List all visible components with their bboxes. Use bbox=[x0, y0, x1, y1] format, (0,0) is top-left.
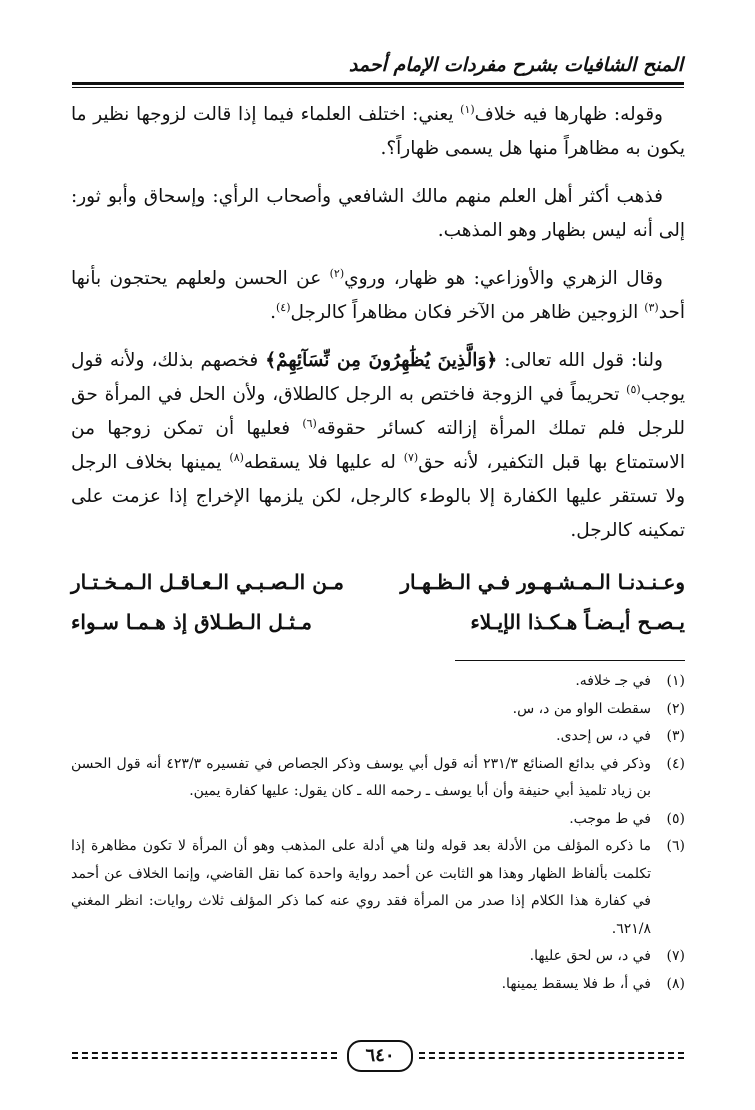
header-rule bbox=[72, 82, 684, 85]
footnote-ref-2: (٢) bbox=[329, 266, 345, 280]
footnote-text: في أ، ط فلا يسقط يمينها. bbox=[501, 975, 651, 992]
paragraph-3-text-d: . bbox=[270, 302, 276, 323]
paragraph-3-text-a: وقال الزهري والأوزاعي: هو ظهار، وروي bbox=[344, 268, 663, 289]
paragraph-4-text-e: له عليها فلا يسقطه bbox=[243, 452, 404, 473]
paragraph-1-text-a: وقوله: ظهارها فيه خلاف bbox=[474, 104, 663, 125]
footnote bbox=[71, 971, 685, 999]
footnote-ref-6: (٦) bbox=[302, 416, 317, 430]
footnote-text: في ط موجب. bbox=[569, 810, 651, 827]
verse-line-2-second-hemistich: مـثـل الـطـلاق إذ هـمـا سـواء bbox=[71, 610, 312, 634]
verse-line-1 bbox=[71, 562, 685, 602]
footnote-ref-3: (٣) bbox=[644, 300, 659, 314]
footnote bbox=[71, 943, 685, 971]
paragraph-3 bbox=[71, 262, 685, 330]
verse-line-2 bbox=[71, 602, 685, 642]
page-footer bbox=[72, 1040, 684, 1070]
page-number: ٦٤٠ bbox=[347, 1040, 413, 1072]
quran-verse: ﴿وَالَّذِينَ يُظَٰهِرُونَ مِن نِّسَآئِهِمْ﴾ bbox=[265, 350, 498, 371]
footer-ornament-right-2 bbox=[419, 1057, 684, 1059]
footnote-number: (٣) bbox=[666, 728, 685, 744]
paragraph-4 bbox=[71, 344, 685, 548]
footnote-text: سقطت الواو من د، س. bbox=[512, 700, 651, 717]
footer-ornament-left bbox=[72, 1052, 337, 1054]
footnote-number: (٦) bbox=[666, 838, 685, 854]
paragraph-4-text-a: ولنا: قول الله تعالى: bbox=[497, 350, 663, 371]
footnote bbox=[71, 751, 685, 806]
paragraph-1 bbox=[71, 98, 685, 166]
footnote-separator bbox=[455, 660, 685, 661]
main-text bbox=[71, 98, 685, 556]
poem-verses bbox=[71, 562, 685, 642]
footnotes bbox=[71, 668, 685, 998]
footnote-number: (٤) bbox=[666, 755, 685, 772]
footnote-number: (٨) bbox=[666, 975, 685, 992]
footnote bbox=[71, 723, 685, 751]
footnote bbox=[71, 696, 685, 724]
footnote bbox=[71, 833, 685, 943]
footnote-text: في د، س إحدى. bbox=[556, 728, 651, 744]
footer-ornament-left-2 bbox=[72, 1057, 337, 1059]
footnote-text: في جـ خلافه. bbox=[575, 673, 651, 689]
footnote-ref-4: (٤) bbox=[275, 300, 291, 314]
verse-line-1-second-hemistich: مـن الـصـبـي الـعـاقـل الـمـخـتـار bbox=[71, 570, 344, 594]
paragraph-4-text-b: فخصهم بذلك، ولأنه قول يوجب bbox=[71, 350, 685, 405]
paragraph-4-text-f: يمينها بخلاف الرجل ولا تستقر عليها الكفارة إلا بالوطء كالرجل، لكن يلزمها الإخراج إذا عزمت على تمكينه كالرجل. bbox=[71, 452, 685, 541]
verse-line-2-first-hemistich: يـصـح أيـضـاً هـكـذا الإيـلاء bbox=[470, 610, 685, 634]
footnote-ref-7: (٧) bbox=[403, 450, 419, 464]
paragraph-4-text-c: تحريماً في الزوجة فاختص به الرجل كالطلاق، ولأن الحل في المرأة حق للرجل فلم تملك المرأة إزالته كسائر حقوقه bbox=[71, 384, 685, 439]
paragraph-3-text-c: الزوجين ظاهر من الآخر فكان مظاهراً كالرجل bbox=[290, 302, 645, 323]
footnote-ref-1: (١) bbox=[460, 102, 475, 116]
footnote-ref-5: (٥) bbox=[626, 382, 641, 396]
footnote bbox=[71, 806, 685, 834]
footnote-number: (١) bbox=[666, 673, 685, 689]
footnote-number: (٧) bbox=[666, 948, 685, 964]
footer-ornament-right bbox=[419, 1052, 684, 1054]
paragraph-3-text-b: عن الحسن ولعلهم يحتجون بأنها أحد bbox=[71, 268, 685, 323]
paragraph-4-text-d: فعليها أن تمكن زوجها من الاستمتاع بها قبل التكفير، لأنه حق bbox=[71, 418, 685, 473]
header-rule-thin bbox=[72, 87, 684, 88]
footnote bbox=[71, 668, 685, 696]
footnote-number: (٥) bbox=[666, 810, 685, 827]
footnote-text: وذكر في بدائع الصنائع ٢٣١/٣ أنه قول أبي يوسف وذكر الجصاص في تفسيره ٤٢٣/٣ أنه قول الحسن بن زياد تلميذ أبي حنيفة وأن أبا يوسف ـ رحمه الله ـ كان يقول: عليها كفارة يمين. bbox=[71, 755, 651, 799]
footnote-number: (٢) bbox=[666, 700, 685, 717]
verse-line-1-first-hemistich: وعـنـدنـا الـمـشـهـور فـي الـظـهـار bbox=[400, 570, 685, 594]
paragraph-1-text-b: يعني: اختلف العلماء فيما إذا قالت لزوجها نظير ما يكون به مظاهراً منها هل يسمى ظهاراً؟. bbox=[71, 104, 685, 159]
footnote-text: ما ذكره المؤلف من الأدلة بعد قوله ولنا هي أدلة على المذهب وهو أن المرأة لا تكون مظاهرة إذا تكلمت بألفاظ الظهار وهذا هو الثابت عن أحمد رواية واحدة كما نقل القاضي، وإنما الخلاف عن أحمد في كفارة هذا الكلام إذا صدر من المرأة فقد روي عنه كما ذكر المؤلف ثلاث روايات: انظر المغني ٦٢١/٨. bbox=[71, 838, 651, 937]
running-title: المنح الشافيات بشرح مفردات الإمام أحمد bbox=[348, 54, 683, 76]
footnote-ref-8: (٨) bbox=[229, 450, 244, 464]
footnote-text: في د، س لحق عليها. bbox=[529, 948, 651, 964]
paragraph-2: فذهب أكثر أهل العلم منهم مالك الشافعي وأصحاب الرأي: وإسحاق وأبو ثور: إلى أنه ليس بظهار وهو المذهب. bbox=[71, 186, 685, 241]
